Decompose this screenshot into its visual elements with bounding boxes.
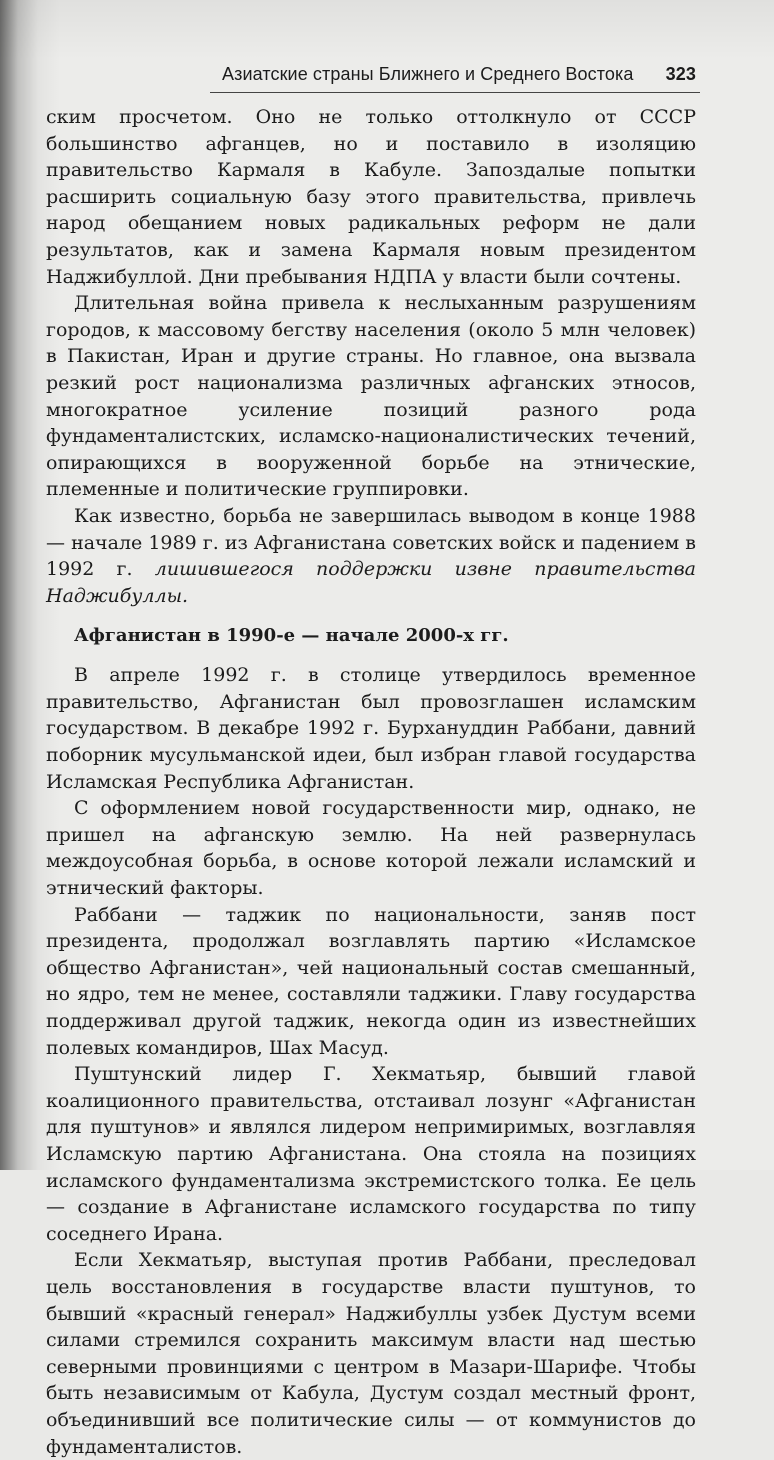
paragraph-2: Длительная война привела к неслыханным разрушениям городов, к массовому бегству населения (около 5 млн человек) в Пакистан, Иран и другие страны. Но главное, она вызвала резкий рост национализма различных афганских этносов, многократное усиление позиций разного рода фундаменталистских, исламско-националистических течений, опирающихся в вооруженной борьбе на этнические, племенные и политические группировки. bbox=[46, 292, 696, 501]
paragraph-6: Раббани — таджик по национальности, заняв пост президента, продолжал возглавлять партию «Исламское общество Афганистан», чей национальный состав смешанный, но ядро, тем не менее, составляли таджики. Главу государства поддерживал другой таджик, некогда один из известнейших полевых командиров, Шах Масуд. bbox=[46, 903, 696, 1059]
paragraph-4: В апреле 1992 г. в столице утвердилось временное правительство, Афганистан был провозглашен исламским государством. В декабре 1992 г. Бурхануддин Раббани, давний поборник мусульманской идеи, был избран главой государства Исламская Республика Афганистан. bbox=[46, 664, 696, 793]
body-text bbox=[46, 104, 696, 1460]
paragraph-5: С оформлением новой государственности мир, однако, не пришел на афганскую землю. На ней развернулась междоусобная борьба, в основе которой лежали исламский и этнический факторы. bbox=[46, 797, 696, 900]
paragraph-1: ским просчетом. Оно не только оттолкнуло от СССР большинство афганцев, но и поставило в изоляцию правительство Кармаля в Кабуле. Запоздалые попытки расширить социальную базу этого правительства, привлечь народ обещанием новых радикальных реформ не дали результатов, как и замена Кармаля новым президентом Наджибуллой. Дни пребывания НДПА у власти были сочтены. bbox=[46, 106, 696, 288]
header-rule bbox=[210, 92, 700, 93]
paragraph-7: Пуштунский лидер Г. Хекматьяр, бывший главой коалиционного правительства, отстаивал лозунг «Афганистан для пуштунов» и являлся лидером непримиримых, возглавляя Исламскую партию Афганистана. Она стояла на позициях исламского фундаментализма экстремистского толка. Ее цель — создание в Афганистане исламского государства по типу соседнего Ирана. bbox=[46, 1063, 696, 1245]
section-heading: Афганистан в 1990-е — начале 2000-х гг. bbox=[74, 625, 509, 647]
paragraph-3-text: Как известно, борьба не завершилась выводом в конце 1988 — начале 1989 г. из Афганистана советских войск и падением в 1992 г. bbox=[46, 504, 696, 581]
paragraph-3 bbox=[46, 503, 696, 609]
paragraph-8: Если Хекматьяр, выступая против Раббани, преследовал цель восстановления в государстве власти пуштунов, то бывший «красный генерал» Наджибуллы узбек Дустум всеми силами стремился сохранить максимум власти над шестью северными провинциями с центром в Мазари-Шарифе. Чтобы быть независимым от Кабула, Дустум создал местный фронт, объединивший все политические силы — от коммунистов до фундаменталистов. bbox=[46, 1249, 696, 1458]
paragraph-3-italic: лишившегося поддержки извне правительства Наджибуллы. bbox=[46, 558, 696, 607]
page-number: 323 bbox=[665, 64, 696, 84]
running-head-title: Азиатские страны Ближнего и Среднего Востока bbox=[222, 64, 634, 84]
running-head bbox=[222, 64, 696, 85]
